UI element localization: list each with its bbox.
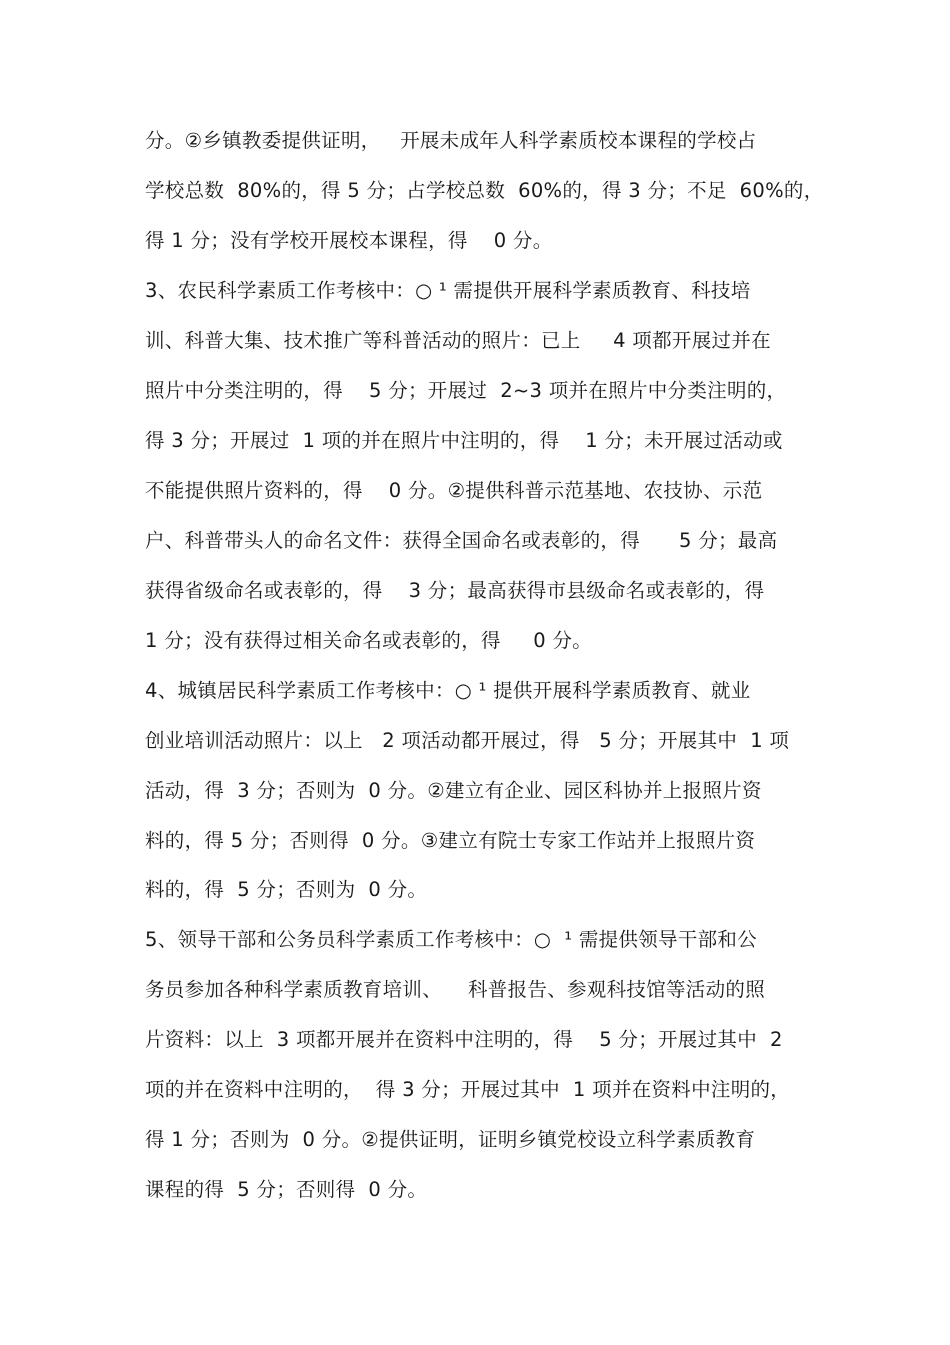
text-line: 片资料：以上 3 项都开展并在资料中注明的，得 5 分；开展过其中 2 [145,1028,783,1051]
text-line: 得 3 分；开展过 1 项的并在照片中注明的，得 1 分；未开展过活动或 [145,429,783,452]
text-line: 得 1 分；没有学校开展校本课程，得 0 分。 [145,229,553,252]
text-line: 获得省级命名或表彰的，得 3 分；最高获得市县级命名或表彰的，得 [145,579,765,602]
text-line: 课程的得 5 分；否则得 0 分。 [145,1178,428,1201]
text-line: 项的并在资料中注明的， 得 3 分；开展过其中 1 项并在资料中注明的， [145,1078,791,1101]
text-line: 分。②乡镇教委提供证明， 开展未成年人科学素质校本课程的学校占 [145,129,757,152]
text-line: 3、农民科学素质工作考核中：○ ¹ 需提供开展科学素质教育、科技培 [145,279,751,302]
text-line: 活动，得 3 分；否则为 0 分。②建立有企业、园区科协并上报照片资 [145,779,762,802]
text-line: 户、科普带头人的命名文件：获得全国命名或表彰的，得 5 分；最高 [145,529,778,552]
text-line: 训、科普大集、技术推广等科普活动的照片：已上 4 项都开展过并在 [145,329,771,352]
text-line: 创业培训活动照片：以上 2 项活动都开展过，得 5 分；开展其中 1 项 [145,729,790,752]
text-line: 务员参加各种科学素质教育培训、 科普报告、参观科技馆等活动的照 [145,978,765,1001]
text-line: 4、城镇居民科学素质工作考核中：○ ¹ 提供开展科学素质教育、就业 [145,679,751,702]
text-line: 照片中分类注明的，得 5 分；开展过 2~3 项并在照片中分类注明的， [145,379,787,402]
text-line: 得 1 分；否则为 0 分。②提供证明，证明乡镇党校设立科学素质教育 [145,1128,756,1151]
text-line: 料的，得 5 分；否则得 0 分。③建立有院士专家工作站并上报照片资 [145,829,756,852]
text-line: 1 分；没有获得过相关命名或表彰的，得 0 分。 [145,629,593,652]
text-line: 料的，得 5 分；否则为 0 分。 [145,878,428,901]
text-line: 学校总数 80%的，得 5 分；占学校总数 60%的，得 3 分；不足 60%的， [145,179,824,202]
text-line: 5、领导干部和公务员科学素质工作考核中：○ ¹ 需提供领导干部和公 [145,928,758,951]
text-line: 不能提供照片资料的，得 0 分。②提供科普示范基地、农技协、示范 [145,479,763,502]
